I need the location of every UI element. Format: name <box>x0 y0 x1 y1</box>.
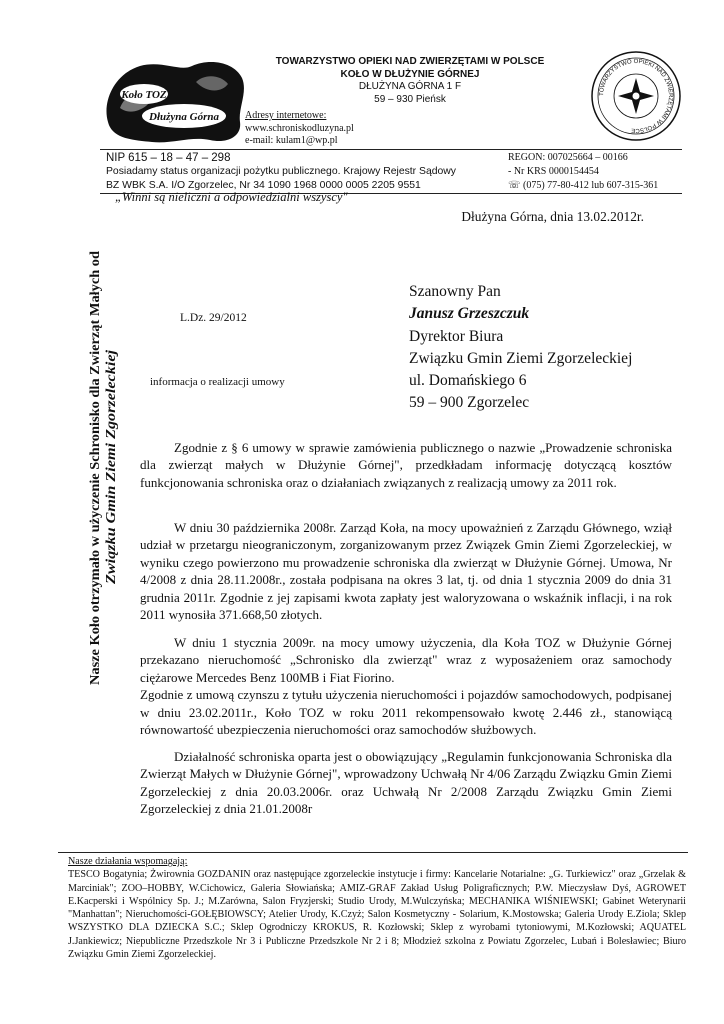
header-divider <box>100 149 682 150</box>
reference-number: L.Dz. 29/2012 <box>180 312 247 324</box>
email-text: e-mail: kulam1@wp.pl <box>245 135 338 146</box>
addressee-position: Dyrektor Biura <box>409 327 504 345</box>
paragraph-text: Zgodnie z § 6 umowy w sprawie zamówienia publicznego o nazwie „Prowadzenie schroniska dla zwierząt małych w Dłużynie Górnej", przedkładam informację dotyczącą kosztów funkcjonowania schroniska oraz o działaniach związanych z realizacją umowy za 2011 rok. <box>140 440 672 490</box>
supporters-footer <box>68 855 686 961</box>
regon-number: REGON: 007025664 – 00166 <box>508 152 628 163</box>
salutation: Szanowny Pan <box>409 283 501 300</box>
paragraph-text: Działalność schroniska oparta jest o obowiązujący „Regulamin funkcjonowania Schroniska dla Zwierząt Małych w Dłużynie Górnej", wprowadzony Uchwałą Nr 4/06 Zarządu Związku Gmin Ziemi Zgorzeleckiej z dnia 20.03.2006r. oraz Uchwałą Nr 2/2008 Zarządu Związku Gmin Ziemi Zgorzeleckiej z dnia 21.01.2008r <box>140 749 672 817</box>
logo-text-bottom: Dłużyna Górna <box>149 111 219 123</box>
addressee-block <box>409 281 632 415</box>
paragraph-text: Zgodnie z umową czynszu z tytułu użyczenia nieruchomości i pojazdów samochodowych, podpisanej w dniu 23.02.2011r., Koło TOZ w roku 2011 rekompensowało kwotę 2.446 zł., stanowiącą równowartość ubezpieczenia nieruchomości oraz samochodów służbowych. <box>140 687 672 738</box>
paragraph-text: W dniu 30 października 2008r. Zarząd Koła, na mocy upoważnień z Zarządu Głównego, wziął udział w przetargu nieograniczonym, zorganizowanym przez Związek Gmin Ziemi Zgorzeleckiej, w wyniku czego powierzono mu prowadzenie schroniska dla zwierząt w Dłużynie Górnej. Umowa, Nr 4/2008 z dnia 28.11.2008r., została podpisana na okres 3 lat, tj. od dnia 1 stycznia 2009 do dnia 31 grudnia 2011r. Zgodnie z jej zapisami kwota zapłaty jest waloryzowana o wskaźnik inflacji, i na rok 2011 wynosiła 371.668,50 złotych. <box>140 520 672 623</box>
letter-subject: informacja o realizacji umowy <box>150 376 285 388</box>
organization-logo <box>100 52 248 148</box>
bank-account: BZ WBK S.A. I/O Zgorzelec, Nr 34 1090 1968 0000 0005 2205 9551 <box>106 180 421 192</box>
phone-number: ☏ (075) 77-80-412 lub 607-315-361 <box>508 179 659 191</box>
web-label: Adresy internetowe: <box>245 110 327 121</box>
status-text: Posiadamy status organizacji pożytku publicznego. Krajowy Rejestr Sądowy <box>106 166 456 178</box>
motto: „Winni są nieliczni a odpowiedzialni wszyscy" <box>115 190 348 204</box>
org-address-line1: DŁUŻYNA GÓRNA 1 F <box>358 81 462 92</box>
paragraph-text: W dniu 1 stycznia 2009r. na mocy umowy użyczenia, dla Koła TOZ w Dłużynie Górnej przekazano nieruchomość „Schronisko dla zwierząt" wraz z wyposażeniem oraz samochody ciężarowe Mercedes Benz 100MB i Fiat Fiorino. <box>140 635 672 685</box>
org-address-line2: 59 – 930 Pieńsk <box>374 93 446 105</box>
krs-number: - Nr KRS 0000154454 <box>508 165 599 177</box>
addressee-institution: Związku Gmin Ziemi Zgorzeleckiej <box>409 349 633 367</box>
vertical-note-line2: Związku Gmin Ziemi Zgorzeleckiej <box>103 384 118 584</box>
body-paragraph <box>140 439 672 491</box>
vertical-side-note <box>82 245 138 685</box>
addressee-street: ul. Domańskiego 6 <box>409 372 527 390</box>
organization-header <box>245 56 575 106</box>
supporters-text: TESCO Bogatynia; Żwirownia GOZDANIN oraz następujące zgorzeleckie instytucje i firmy: Kancelarie Notarialne: „G. Turkiewicz" oraz „Grzelak & Marciniak"; ZOO–HOBBY, W.Cichowicz, Galeria Słowiańska; AMIZ-GRAF Zakład Usług Poligraficznych; P.W. Mieczysław Dyś, AGROWET E.Kacperski i Wspólnicy Sp. J.; M.Zarówna, Salon Fryzjerski; Studio Urody, M.Wulczyńska; MECHANIKA WIŚNIEWSKI; Gabinet Weterynarii "Manhattan"; Nieruchomości-GOŁĘBIOWSCY; Atelier Urody, K.Czyż; Salon Kosmetyczny - Solarium, K.Mostowska; Galeria Urody E.Ziola; Sklep WSZYSTKO DLA DZIECKA S.C.; Sklep Ogrodniczy KROKUS, R. Kozłowski; Sklep z wyrobami tytoniowymi, M.Kozłowski; AQUATEL J.Jankiewicz; Niepubliczne Przedszkole Nr 3 i Publiczne Przedszkole Nr 2 i 8; Młodzież szkolna z Powiatu Zgorzelec, Lubań i Bolesławiec; Biuro Związku Gmin Ziemi Zgorzeleckiej. <box>68 869 686 961</box>
org-name-line2: KOŁO W DŁUŻYNIE GÓRNEJ <box>340 68 480 80</box>
body-paragraph <box>140 634 672 738</box>
registration-info <box>106 151 456 194</box>
logo-text-top: Koło TOZ <box>121 89 167 101</box>
body-paragraph <box>140 519 672 623</box>
footer-divider <box>58 852 688 853</box>
seal-text: TOWARZYSTWO OPIEKI NAD ZWIERZĘTAMI W POLSCE <box>598 58 674 134</box>
body-paragraph <box>140 748 672 818</box>
letter-date: Dłużyna Górna, dnia 13.02.2012r. <box>461 209 644 224</box>
web-addresses <box>245 110 354 148</box>
supporters-heading: Nasze działania wspomagają: <box>68 856 188 867</box>
org-name-line1: TOWARZYSTWO OPIEKI NAD ZWIERZĘTAMI W POLSCE <box>275 56 545 67</box>
website-text: www.schroniskodluzyna.pl <box>245 122 354 134</box>
addressee-city: 59 – 900 Zgorzelec <box>409 394 530 412</box>
organization-seal <box>590 50 682 142</box>
vertical-note-line1: Nasze Koło otrzymało w użyczenie Schronisko dla Zwierząt Małych od <box>87 287 102 685</box>
nip-number: NIP 615 – 18 – 47 – 298 <box>106 152 231 164</box>
registry-info <box>508 151 658 192</box>
addressee-name: Janusz Grzeszczuk <box>409 305 530 323</box>
